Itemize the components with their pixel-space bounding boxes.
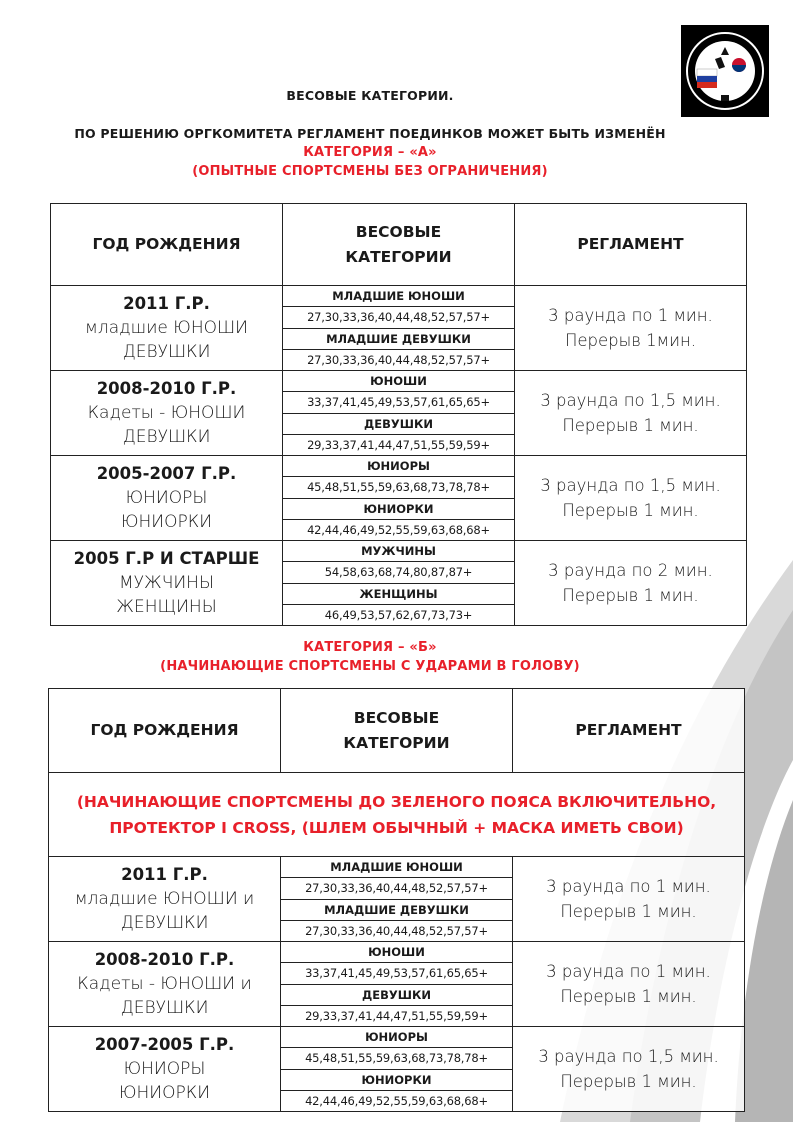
rules-break: Перерыв 1 мин. [560,902,697,921]
rules-break: Перерыв 1мин. [564,331,697,350]
weight-label: ЮНИОРЫ [283,456,514,477]
table-row [51,371,747,456]
weight-values: 29,33,37,41,44,47,51,55,59,59+ [305,1008,488,1023]
weight-values: 27,30,33,36,40,44,48,52,57,57+ [305,923,488,938]
weights-cell [281,942,513,1027]
group-line2: ДЕВУШКИ [122,342,211,362]
weight-values: 27,30,33,36,40,44,48,52,57,57+ [281,878,512,899]
rules-cell [513,942,745,1027]
weight-label: МЛАДШИЕ ЮНОШИ [283,286,514,307]
group-line1: Кадеты - ЮНОШИ и [77,974,252,994]
table-header-row [51,204,747,286]
rules-cell [515,456,747,541]
header-rules: РЕГЛАМЕНТ [513,689,745,773]
rules-break: Перерыв 1 мин. [562,416,699,435]
note-line2: ПРОТЕКТОР I CROSS, (ШЛЕМ ОБЫЧНЫЙ + МАСКА ИМЕТЬ СВОИ) [109,818,684,837]
group-line1: Кадеты - ЮНОШИ [87,403,246,423]
weight-values: 46,49,53,57,62,67,73,73+ [324,607,473,622]
weight-label: МЛАДШИЕ ЮНОШИ [281,857,512,878]
weight-values: 33,37,41,45,49,53,57,61,65,65+ [283,392,514,413]
rules-break: Перерыв 1 мин. [560,987,697,1006]
weights-cell [283,286,515,371]
group-line1: ЮНИОРЫ [125,488,208,508]
group-line2: ЮНИОРКИ [120,512,213,532]
table-row [51,541,747,626]
weight-values: 27,30,33,36,40,44,48,52,57,57+ [283,307,514,328]
rules-cell [515,371,747,456]
group-line1: МУЖЧИНЫ [119,573,214,593]
weight-values: 54,58,63,68,74,80,87,87+ [283,562,514,583]
weight-label: ЮНИОРЫ [281,1027,512,1048]
birth-year: 2007-2005 Г.Р. [94,1035,235,1054]
birth-year: 2005-2007 Г.Р. [96,464,237,483]
category-b-subtitle: (НАЧИНАЮЩИЕ СПОРТСМЕНЫ С УДАРАМИ В ГОЛОВУ) [160,659,580,674]
table-row [49,857,745,942]
table-row [51,456,747,541]
table-row [49,1027,745,1112]
group-line1: ЮНИОРЫ [123,1059,206,1079]
year-cell [49,942,281,1027]
year-cell [51,286,283,371]
weight-values: 45,48,51,55,59,63,68,73,78,78+ [283,477,514,498]
weight-values: 27,30,33,36,40,44,48,52,57,57+ [307,352,490,367]
weight-values: 42,44,46,49,52,55,59,63,68,68+ [307,522,490,537]
category-b-title: КАТЕГОРИЯ – «Б» [303,640,437,655]
birth-year: 2011 Г.Р. [123,294,210,313]
group-line1: младшие ЮНОШИ и [74,889,255,909]
rules-cell [513,1027,745,1112]
note-line1: (НАЧИНАЮЩИЕ СПОРТСМЕНЫ ДО ЗЕЛЕНОГО ПОЯСА ВКЛЮЧИТЕЛЬНО, [76,792,717,811]
category-a-subtitle: (ОПЫТНЫЕ СПОРТСМЕНЫ БЕЗ ОГРАНИЧЕНИЯ) [192,164,548,179]
rules-rounds: 3 раунда по 1 мин. [546,877,711,896]
rules-rounds: 3 раунда по 2 мин. [548,561,713,580]
birth-year: 2005 Г.Р И СТАРШЕ [73,549,260,568]
federation-logo [681,25,769,117]
group-line2: ДЕВУШКИ [120,998,209,1018]
header-weights-line2: КАТЕГОРИИ [345,247,452,266]
group-line2: ДЕВУШКИ [120,913,209,933]
header-year: ГОД РОЖДЕНИЯ [49,689,281,773]
birth-year: 2008-2010 Г.Р. [94,950,235,969]
group-line2: ЖЕНЩИНЫ [116,597,217,617]
weight-label: ЮНИОРКИ [281,1070,512,1091]
header-weights [283,204,515,286]
note-row [49,773,745,857]
weights-cell [283,371,515,456]
rules-rounds: 3 раунда по 1,5 мин. [538,1047,719,1066]
weight-label: ДЕВУШКИ [281,985,512,1006]
header-weights-line2: КАТЕГОРИИ [343,733,450,752]
weight-values: 33,37,41,45,49,53,57,61,65,65+ [281,963,512,984]
weight-values: 42,44,46,49,52,55,59,63,68,68+ [305,1093,488,1108]
category-a-title: КАТЕГОРИЯ – «А» [303,145,437,160]
rules-break: Перерыв 1 мин. [562,586,699,605]
table-row [49,942,745,1027]
weight-values: 29,33,37,41,44,47,51,55,59,59+ [307,437,490,452]
rules-rounds: 3 раунда по 1 мин. [546,962,711,981]
weight-label: ЮНИОРКИ [283,499,514,520]
weights-cell [281,857,513,942]
rules-cell [515,286,747,371]
group-line2: ДЕВУШКИ [122,427,211,447]
rules-rounds: 3 раунда по 1,5 мин. [540,391,721,410]
header-weights-line1: ВЕСОВЫЕ [355,222,442,241]
weights-cell [283,456,515,541]
group-line2: ЮНИОРКИ [118,1083,211,1103]
rules-cell [513,857,745,942]
rules-cell [515,541,747,626]
group-line1: младшие ЮНОШИ [85,318,248,338]
weight-label: ЮНОШИ [281,942,512,963]
weight-label: МЛАДШИЕ ДЕВУШКИ [281,900,512,921]
header-year: ГОД РОЖДЕНИЯ [51,204,283,286]
table-row [51,286,747,371]
page-title: ВЕСОВЫЕ КАТЕГОРИИ. [286,88,454,103]
rules-break: Перерыв 1 мин. [562,501,699,520]
year-cell [49,1027,281,1112]
beginner-note [49,773,745,857]
weights-cell [283,541,515,626]
weight-label: ЖЕНЩИНЫ [283,584,514,605]
weight-label: ДЕВУШКИ [283,414,514,435]
rules-rounds: 3 раунда по 1 мин. [548,306,713,325]
category-a-table [50,203,747,626]
year-cell [51,456,283,541]
year-cell [49,857,281,942]
notice-text: ПО РЕШЕНИЮ ОРГКОМИТЕТА РЕГЛАМЕНТ ПОЕДИНКОВ МОЖЕТ БЫТЬ ИЗМЕНЁН [74,126,666,141]
table-header-row [49,689,745,773]
year-cell [51,541,283,626]
header-weights-line1: ВЕСОВЫЕ [353,708,440,727]
weight-values: 45,48,51,55,59,63,68,73,78,78+ [281,1048,512,1069]
rules-break: Перерыв 1 мин. [560,1072,697,1091]
category-b-table [48,688,745,1112]
birth-year: 2008-2010 Г.Р. [96,379,237,398]
weight-label: МУЖЧИНЫ [283,541,514,562]
header-rules: РЕГЛАМЕНТ [515,204,747,286]
weight-label: ЮНОШИ [283,371,514,392]
header-weights [281,689,513,773]
weight-label: МЛАДШИЕ ДЕВУШКИ [283,329,514,350]
year-cell [51,371,283,456]
weights-cell [281,1027,513,1112]
birth-year: 2011 Г.Р. [121,865,208,884]
rules-rounds: 3 раунда по 1,5 мин. [540,476,721,495]
